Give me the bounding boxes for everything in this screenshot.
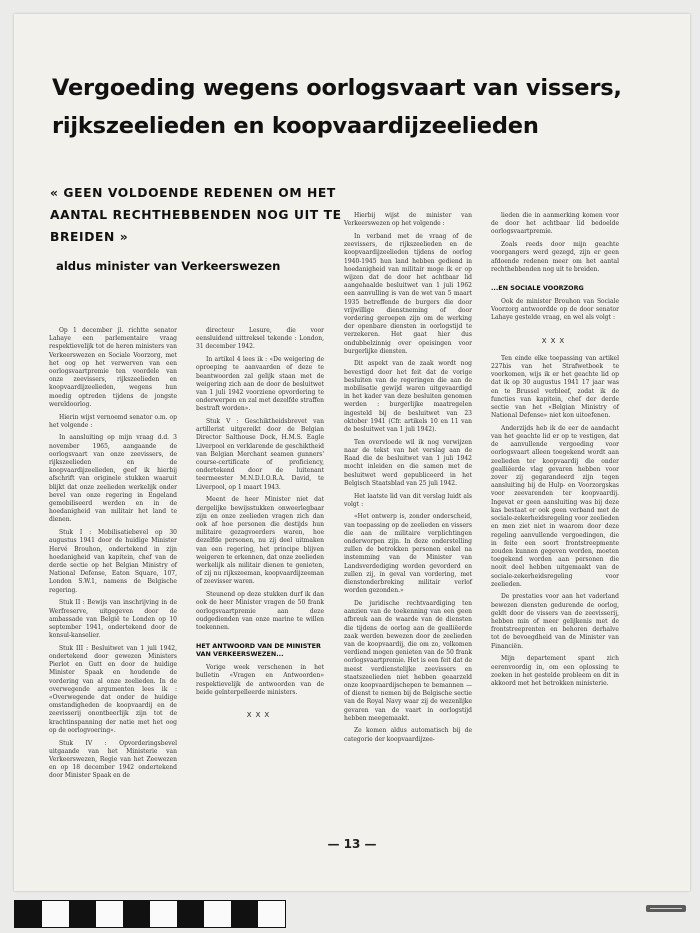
magazine-page — [14, 14, 690, 891]
paragraph: Dit aspekt van de zaak wordt nog bevestigd door het feit dat de vorige besluiten van de regeringen die aan de mobilisatie gewijd waren uitgevaardigd in het kader van deze besluiten genomen werden : burgerlijke maatregelen ingesteld bij de besluitwet van 23 oktober 1941 (Cfr. artikels 10 en 11 van de besluitwet van 1 juli 1942). — [344, 360, 472, 434]
paragraph: In verband met de vraag of de zeevissers, de rijkszeelieden en de koopvaardijzeelieden tijdens de oorlog 1940-1945 hun land hebben gediend in hoedanigheid van militair moge ik er op wijzen dat de door het achtbaar lid aangehaalde besluitwet van 1 juli 1962 een aanvulling is van de wet van 5 maart 1935 betreffende de burgers die door vrijwillige dienstneming of door vordering geroepen zijn om de werking der openbare diensten in oorlogstijd te verzekeren. Het gaat hier dus ondubbelzinnig over opeisingen voor burgerlijke diensten. — [344, 232, 472, 355]
archive-label-tag — [646, 905, 686, 912]
section-heading-minister-answer: HET ANTWOORD VAN DE MINISTER VAN VERKEERSWEZEN... — [196, 642, 321, 659]
article-subtitle: aldus minister van Verkeerswezen — [56, 259, 281, 273]
paragraph: «Het ontwerp is, zonder onderscheid, van toepassing op de zeelieden en vissers die aan de militaire verplichtingen onderworpen zijn. In deze onderstelling zullen de betrokken personen enkel na instemming van de Minister van Landsverdediging worden gevorderd en zullen zij, in geval van vordering, met dienstonderbreking militair verlof worden gezonden.» — [344, 513, 472, 595]
paragraph: Stuk III : Besluitwet van 1 juli 1942, ondertekend door gewezen Ministers Pierlot en Gutt en door de huidige Minister Spaak en houdende de vordering van al onze zeelieden. In de overwegende argumenten lees ik : «Overwegende dat onder de huidige omstandigheden de koopvaardij en de zeevisserij onontbeerlijk zijn tot de krachtinspanning der natie met het oog op de oorlogvoering». — [49, 644, 177, 734]
paragraph: Steunend op deze stukken durf ik dan ook de heer Minister vragen de 50 frank oorlogsvaartpremie aan deze oudgedienden van onze marine te willen toekennen. — [196, 591, 324, 631]
paragraph: Hierbij wijst de minister van Verkeerswezen op het volgende : — [344, 212, 472, 228]
paragraph: Stuk I : Mobilisatiebevel op 30 augustus 1941 door de huidige Minister Hervé Brouhon, ondertekend in zijn hoedanigheid van kapitein, chef van de derde sectie op het Belgian Ministry of National Defense, Eaton Square, 107, London S.W.1, namens de Belgische regering. — [49, 529, 177, 594]
color-scale-bar — [14, 900, 286, 928]
paragraph: Ten einde elke toepassing van artikel 227bis van het Strafwetboek te voorkomen, wijs ik er het geachte lid op dat ik op 30 augustus 1941 17 jaar was en te Brussel verbleef, zodat ik de functies van kapitein, chef der derde sectie van het «Belgian Ministry of National Defense» niet kon uitoefenen. — [491, 354, 619, 420]
column-3 — [344, 212, 472, 748]
paragraph: Ten overvloede wil ik nog verwijzen naar de tekst van het verslag aan de Raad die de besluitwet van 1 juli 1942 mocht inleiden en die samen met de besluitwet werd gepubliceerd in het Belgisch Staatsblad van 25 juli 1942. — [344, 438, 472, 487]
section-separator: XXX — [541, 336, 569, 345]
paragraph: Het laatste lid van dit verslag luidt als volgt : — [344, 492, 472, 508]
column-1 — [49, 327, 177, 785]
paragraph: In aansluiting op mijn vraag d.d. 3 november 1965, aangaande de oorlogsvaart van onze zeevissers, de rijkszeelieden en de koopvaardijzeelieden, geef ik hierbij afschrift van originele stukken waaruit blijkt dat onze zeelieden werkelijk onder bevel van onze regering in Engeland gemobiliseerd werden en in de hoedanigheid van militair het land te dienen. — [49, 434, 177, 524]
section-heading-social-care: ...EN SOCIALE VOORZORG — [491, 283, 584, 292]
page-number: — 13 — — [327, 837, 377, 851]
paragraph: Hierin wijst vernoemd senator o.m. op het volgende : — [49, 413, 177, 429]
paragraph: directeur Lesure, die voor eensluidend uittreksel tekende : London, 31 december 1942. — [196, 327, 324, 351]
article-quote: « GEEN VOLDOENDE REDENEN OM HET AANTAL RECHTHEBBENDEN NOG UIT TE BREIDEN » — [50, 186, 342, 244]
paragraph: Anderzijds heb ik de eer de aandacht van het geachte lid er op te vestigen, dat de aanvullende vergoeding voor oorlogsvaart alleen toegekend wordt aan zeelieden ter koopvaardij die onder gealliëerde vlag gevaren hebben voor zover zij gegarandeerd zijn tegen aansluiting bij de Hulp- en Voorzorgskas voor zeevarenden ter koopvaardij. Ingevat er geen aansluiting was bij deze kas bestaat er ook geen verband met de sociale-zekerheidsregeling voor zeelieden en men ziet niet in waarom door deze regeling aanvullende vergoedingen, die in feite een soort frontstreepmente zouden kunnen gegeven worden, moeten toegekend worden aan personen die nooit deel hebben uitgemaakt van de sociale-zekerheidsregeling voor zeelieden. — [491, 424, 619, 588]
paragraph: Stuk IV : Opvorderingsbevel uitgaande van het Ministerie van Verkeerswezen, Regie van het Zeewezen en op 18 december 1942 ondertekend door Minister Spaak en de — [49, 739, 177, 780]
paragraph: De prestaties voor aan het vaderland bewezen diensten gedurende de oorlog, geldt door de vissers van de zeevisserij, hebben min of meer gelijkenis met de frontstreeprenten en behoren derhalve tot de bevoegdheid van de Minister van Financiën. — [491, 593, 619, 650]
paragraph: De juridische rechtvaardiging ten aanzien van de toekenning van een geen afbreuk aan de waarde van de diensten die tijdens de oorlog aan de gealliëerde zaak werden bewezen door de zeelieden van de koopvaardij, die om zo, volkomen verdiend mogen genieten van de 50 frank oorlogsvaartpremie. Het is een feit dat de meest verdienstelijke zeevissers en staatszeelieden niet hebben geaarzeld onze koopvaardijschepen te bemannen — of dienst te nemen bij de Belgische sectie van de Royal Navy waar zij de wezenlijke gevaren van de vaart in oorlogstijd hebben meegemaakt. — [344, 599, 472, 722]
paragraph: Mijn departement spant zich eerenvoordig in, om een oplossing te zoeken in het gestelde probleem en dit in akkoord met het betrokken ministerie. — [491, 655, 619, 687]
section-separator: XXX — [246, 710, 274, 719]
paragraph: Stuk II : Bewijs van inschrijving in de Werfreserve, uitgegeven door de ambassade van België te Londen op 10 september 1941, ondertekend door de konsul-kanselier. — [49, 599, 177, 640]
paragraph: Ook de minister Brouhon van Sociale Voorzorg antwoordde op de door senator Lahaye gestelde vraag, en wel als volgt : — [491, 297, 619, 322]
column-4 — [491, 212, 619, 693]
paragraph: In artikel 4 lees ik : «De weigering de oproeping te aanvaarden of deze te beantwoorden zal gelijk staan met de weigering zich aan de door de besluitwet van 1 juli 1942 voorziene opvordering te onderwerpen en zal met dezelfde straffen bestraft worden». — [196, 356, 324, 413]
paragraph: Stuk V : Geschiktheidsbrevet van artillerist uitgereikt door de Belgian Director Salthouse Dock, H.M.S. Eagle Liverpool en verklarende de geschiktheid van Belgian Merchant seamen gunners' course-certificate of proficiency, ondertekend door de luitenant teermeester M.N.D.I.O.R.A. David, te Liverpool, op 1 maart 1943. — [196, 418, 324, 491]
paragraph: lieden die in aanmerking komen voor de door het achtbaar lid bedoelde oorlogsvaartpremie. — [491, 212, 619, 236]
paragraph: Vorige week verschenen in het bulletin «Vragen en Antwoorden» respektievelijk de antwoorden van de beide geïnterpelleerde ministers. — [196, 664, 324, 696]
column-2 — [196, 327, 324, 729]
paragraph: Ze komen aldus automatisch bij de categorie der koopvaardijzee- — [344, 727, 472, 743]
article-title: Vergoeding wegens oorlogsvaart van vissers, rijkszeelieden en koopvaardijzeelieden — [52, 75, 622, 139]
paragraph: Op 1 december jl. richtte senator Lahaye een parlementaire vraag respektievelijk tot de heren ministers van Verkeerswezen en Sociale Voorzorg, met het oog op het verwerven van een oorlogsvaartpremie ten voordele van onze zeevissers, rijkszeelieden en koopvaardijzeelieden, wegens hun moedig optreden tijdens de jongste wereldoorlog. — [49, 327, 177, 408]
paragraph: Zoals reeds door mijn geachte voorgangers werd gezegd, zijn er geen afdoende redenen meer om het aantal rechthebbenden nog uit te breiden. — [491, 241, 619, 273]
paragraph: Meent de heer Minister niet dat dergelijke bewijsstukken onweerlegbaar zijn en onze zeelieden vragen zich dan ook af hoe personen die destijds hun militaire gezagvoerders waren, hoe dezelfde personen, nu zij deel uitmaken van een regering, het principe blijven weigeren te erkennen, dat onze zeelieden werkelijk als militair dienen te genieten, of zij nu rijkszeeman, koopvaardijzeeman of zeevisser waren. — [196, 496, 324, 586]
